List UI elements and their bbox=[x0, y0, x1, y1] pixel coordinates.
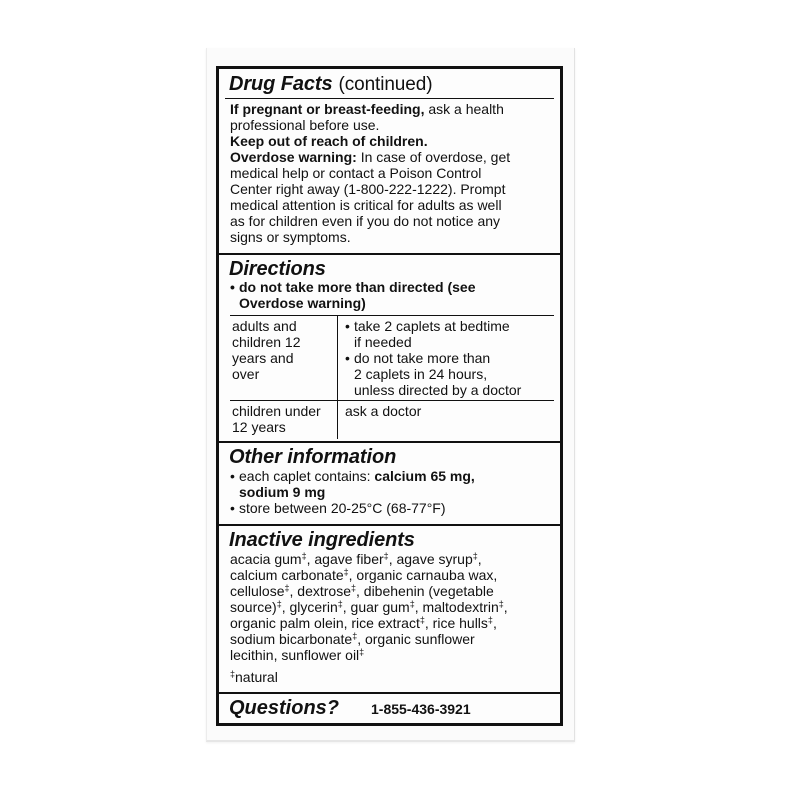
natural-mark: ‡ bbox=[276, 599, 282, 609]
ingredient-text: , agave syrup bbox=[388, 551, 473, 567]
questions-phone: 1-855-436-3921 bbox=[371, 701, 471, 717]
ingredient-text: source) bbox=[230, 599, 277, 615]
drug-facts-section bbox=[219, 69, 560, 253]
natural-mark: ‡ bbox=[350, 583, 356, 593]
directions-warning-line: Overdose warning) bbox=[239, 295, 366, 311]
drug-facts-title: Drug Facts bbox=[229, 73, 333, 95]
who-line: 12 years bbox=[232, 419, 286, 435]
ingredient-text: , organic carnauba wax, bbox=[348, 567, 498, 583]
natural-mark: ‡ bbox=[419, 615, 425, 625]
ingredient-text: , glycerin bbox=[281, 599, 338, 615]
table-rule bbox=[230, 315, 554, 316]
overdose-line: In case of overdose, get bbox=[356, 149, 511, 165]
overdose-warning bbox=[230, 149, 552, 245]
ingredient-line bbox=[230, 551, 552, 567]
ingredient-text: , maltodextrin bbox=[414, 599, 499, 615]
natural-mark: ‡ bbox=[409, 599, 415, 609]
questions-label: Questions? bbox=[229, 697, 340, 719]
natural-mark: ‡ bbox=[352, 631, 358, 641]
other-information-section bbox=[219, 441, 560, 526]
ingredient-text: , dextrose bbox=[289, 583, 351, 599]
dose-line: • do not take more than bbox=[345, 350, 553, 366]
ingredients-list bbox=[230, 551, 552, 663]
ingredient-line bbox=[230, 631, 552, 647]
overdose-warning-bold: Overdose warning: bbox=[230, 149, 357, 165]
ingredient-text: , bbox=[503, 599, 508, 615]
inactive-ingredients-section bbox=[219, 524, 560, 694]
who-line: children 12 bbox=[232, 334, 301, 350]
natural-mark: ‡ bbox=[487, 615, 493, 625]
ingredient-line bbox=[230, 615, 552, 631]
table-cell-what bbox=[345, 318, 553, 398]
natural-mark: ‡ bbox=[337, 599, 343, 609]
footnote-text: natural bbox=[235, 669, 278, 685]
ingredient-line bbox=[230, 567, 552, 583]
drug-facts-heading bbox=[229, 73, 560, 96]
ingredient-text: acacia gum bbox=[230, 551, 302, 567]
who-line: over bbox=[232, 366, 260, 382]
dose-line: • take 2 caplets at bedtime bbox=[345, 318, 553, 334]
sodium-amount: sodium 9 mg bbox=[239, 484, 326, 500]
table-cell-what bbox=[345, 403, 553, 419]
keep-out-of-reach: Keep out of reach of children. bbox=[230, 133, 428, 149]
who-line: adults and bbox=[232, 318, 297, 334]
directions-title: Directions bbox=[229, 258, 326, 280]
ingredient-text: sodium bicarbonate bbox=[230, 631, 353, 647]
pregnancy-warning-bold: If pregnant or breast-feeding, bbox=[230, 101, 425, 117]
pregnancy-warning-text-2: professional before use. bbox=[230, 117, 380, 133]
ingredient-text: , agave fiber bbox=[306, 551, 384, 567]
ingredient-text: , organic sunflower bbox=[357, 631, 475, 647]
ingredient-text: cellulose bbox=[230, 583, 285, 599]
ingredient-line bbox=[230, 647, 552, 663]
questions-section bbox=[219, 692, 560, 725]
ingredient-text: , bbox=[477, 551, 482, 567]
dose-line: ask a doctor bbox=[345, 403, 422, 419]
dose-line: if needed bbox=[354, 334, 412, 350]
natural-mark: ‡ bbox=[230, 669, 236, 679]
drug-facts-label bbox=[216, 66, 563, 726]
ingredient-text: organic palm olein, rice extract bbox=[230, 615, 420, 631]
table-cell-who bbox=[232, 403, 336, 435]
ingredient-text: calcium carbonate bbox=[230, 567, 344, 583]
drug-facts-continued: (continued) bbox=[338, 74, 433, 95]
overdose-line: Center right away (1-800-222-1222). Prompt bbox=[230, 181, 506, 197]
table-column-divider bbox=[337, 315, 338, 439]
natural-mark: ‡ bbox=[383, 551, 389, 561]
directions-warning-line: • do not take more than directed (see bbox=[230, 279, 552, 295]
ingredient-text: , guar gum bbox=[342, 599, 410, 615]
heading-rule bbox=[225, 98, 554, 99]
ingredient-line bbox=[230, 599, 552, 615]
directions-table bbox=[230, 315, 554, 439]
table-cell-who bbox=[232, 318, 332, 382]
who-line: children under bbox=[232, 403, 321, 419]
storage-info: • store between 20-25°C (68-77°F) bbox=[230, 500, 552, 516]
footnote bbox=[230, 669, 552, 685]
pregnancy-warning-text: ask a health bbox=[424, 101, 504, 117]
ingredient-text: lecithin, sunflower oil bbox=[230, 647, 360, 663]
who-line: years and bbox=[232, 350, 294, 366]
directions-warning bbox=[230, 279, 552, 311]
inactive-ingredients-title: Inactive ingredients bbox=[229, 529, 415, 551]
caplet-contents bbox=[230, 468, 552, 484]
other-information-body bbox=[230, 468, 552, 516]
natural-mark: ‡ bbox=[498, 599, 504, 609]
ingredient-line bbox=[230, 583, 552, 599]
ingredient-text: , rice hulls bbox=[424, 615, 488, 631]
dose-line: unless directed by a doctor bbox=[354, 382, 522, 398]
calcium-amount: calcium 65 mg, bbox=[374, 468, 475, 484]
ingredient-text: , dibehenin (vegetable bbox=[356, 583, 494, 599]
overdose-line: as for children even if you do not notice any bbox=[230, 213, 501, 229]
natural-mark: ‡ bbox=[301, 551, 307, 561]
natural-mark: ‡ bbox=[284, 583, 290, 593]
natural-mark: ‡ bbox=[359, 647, 365, 657]
dose-line: 2 caplets in 24 hours, bbox=[354, 366, 488, 382]
overdose-line: signs or symptoms. bbox=[230, 229, 351, 245]
pregnancy-warning bbox=[230, 101, 552, 133]
other-information-title: Other information bbox=[229, 446, 397, 468]
ingredient-text: , bbox=[492, 615, 497, 631]
caplet-prefix: each caplet contains: bbox=[239, 468, 375, 484]
natural-mark: ‡ bbox=[472, 551, 478, 561]
directions-section bbox=[219, 253, 560, 439]
overdose-line: medical help or contact a Poison Control bbox=[230, 165, 482, 181]
table-rule bbox=[230, 400, 554, 401]
natural-mark: ‡ bbox=[343, 567, 349, 577]
overdose-line: medical attention is critical for adults as well bbox=[230, 197, 502, 213]
